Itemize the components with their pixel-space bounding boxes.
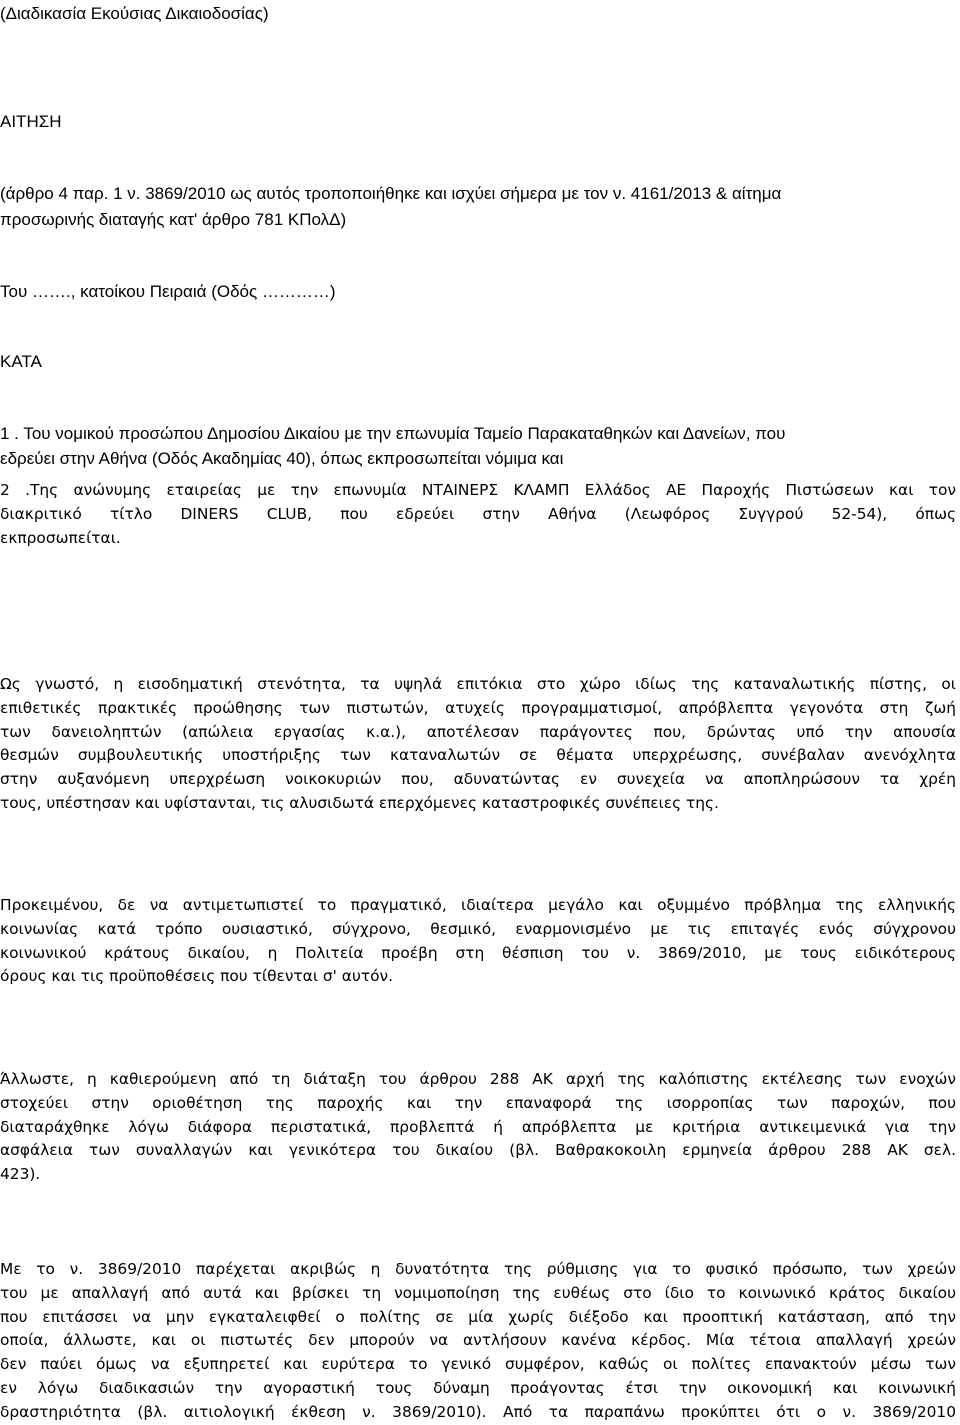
paragraph-line: του με απαλλαγή από αυτά και βρίσκει τη νομιμοποίηση της ευθέως στο ίδιο το κοινωνικό κράτος δικαίου bbox=[0, 1283, 956, 1302]
party-2-line-2: διακριτικό τίτλο DINERS CLUB, που εδρεύει στην Αθήνα (Λεωφόρος Συγγρού 52-54), όπως bbox=[0, 504, 956, 523]
paragraph-line: Ως γνωστό, η εισοδηματική στενότητα, τα υψηλά επιτόκια στο χώρο ιδίως της καταναλωτικής πίστης, οι bbox=[0, 675, 956, 693]
party-1-line-2: εδρεύει στην Αθήνα (Οδός Ακαδημίας 40), όπως εκπροσωπείται νόμιμα και bbox=[0, 449, 564, 468]
paragraph-line: Με το ν. 3869/2010 παρέχεται ακριβώς η δυνατότητα της ρύθμισης για το φυσικό πρόσωπο, των χρεών bbox=[0, 1260, 956, 1278]
paragraph-line: ασφάλεια των συναλλαγών και γενικότερα του δικαίου (βλ. Βαθρακοκοιλη ερμηνεία άρθρου 288 ΑΚ σελ. bbox=[0, 1141, 956, 1160]
document-title: ΑΙΤΗΣΗ bbox=[0, 112, 62, 131]
paragraph-line: στοχεύει στην οριοθέτηση της παροχής και την επαναφορά της ισορροπίας των παροχών, που bbox=[0, 1093, 956, 1112]
paragraph-line: Άλλωστε, η καθιερούμενη από τη διάταξη του άρθρου 288 ΑΚ αρχή της καλόπιστης εκτέλεσης των ενοχών bbox=[0, 1070, 956, 1088]
paragraph-line: 423). bbox=[0, 1165, 41, 1184]
paragraph-1 bbox=[0, 673, 956, 816]
paragraph-line: οποία, άλλωστε, και οι πιστωτές δεν μπορούν να αντλήσουν κανένα κέρδος. Μία τέτοια απαλλαγή χρεών bbox=[0, 1331, 956, 1350]
paragraph-line: όρους και τις προϋποθέσεις που τίθενται σ' αυτόν. bbox=[0, 967, 394, 986]
paragraph-line: κοινωνίας κατά τρόπο ουσιαστικό, σύγχρονο, θεσμικό, εναρμονισμένο με τις επιταγές ενός σύγχρονου bbox=[0, 919, 956, 938]
paragraph-line: κοινωνικού κράτους δικαίου, η Πολιτεία προέβη στη θέσπιση του ν. 3869/2010, με τους ειδικότερους bbox=[0, 943, 956, 962]
party-1-line-1: 1 . Του νομικού προσώπου Δημοσίου Δικαίου με την επωνυμία Ταμείο Παρακαταθηκών και Δανείων, που bbox=[0, 424, 786, 443]
paragraph-line: δραστηριότητα (βλ. αιτιολογική έκθεση ν. 3869/2010). Από τα παραπάνω προκύπτει ότι ο ν. 3869/2010 bbox=[0, 1402, 956, 1421]
paragraph-line: που επιτάσσει να μην εγκαταλειφθεί ο πολίτης σε μία χωρίς διέξοδο και προοπτική κατάσταση, από την bbox=[0, 1307, 956, 1326]
paragraph-line: των δανειοληπτών (απώλεια εργασίας κ.α.), αποτέλεσαν παράγοντες που, δρώντας υπό την απουσία bbox=[0, 722, 956, 741]
paragraph-line: στην αυξανόμενη υπερχρέωση νοικοκυριών που, αδυνατώντας εν συνεχεία να αποπληρώσουν τα χρέη bbox=[0, 770, 956, 789]
procedure-type: (Διαδικασία Εκούσιας Δικαιοδοσίας) bbox=[0, 4, 269, 23]
paragraph-line: επιθετικές πρακτικές προώθησης των πιστωτών, ατυχείς προγραμματισμοί, απρόβλεπτα γεγονότα στη ζωή bbox=[0, 698, 956, 717]
paragraph-line: Προκειμένου, δε να αντιμετωπιστεί το πραγματικό, ιδιαίτερα μεγάλο και οξυμμένο πρόβλημα της ελληνικής bbox=[0, 896, 956, 914]
paragraph-4 bbox=[0, 1258, 956, 1425]
legal-basis-line-1: (άρθρο 4 παρ. 1 ν. 3869/2010 ως αυτός τροποποιήθηκε και ισχύει σήμερα με τον ν. 4161/2013 & αίτημα bbox=[0, 184, 782, 203]
paragraph-line: δεν παύει όμως να εξυπηρετεί και ευρύτερα το γενικό συμφέρον, καθώς οι πολίτες επανακτούν μέσω των bbox=[0, 1355, 956, 1374]
against-heading: ΚΑΤΑ bbox=[0, 352, 42, 371]
paragraph-line: θεσμών συμβουλευτικής υποστήριξης των καταναλωτών σε θέματα υπερχρέωσης, συνέβαλαν ανενόχλητα bbox=[0, 746, 956, 765]
paragraph-2 bbox=[0, 894, 956, 989]
paragraph-line: εν λόγω διαδικασιών την αγοραστική τους δύναμη προάγοντας έτσι την οικονομική και κοινωνική bbox=[0, 1378, 956, 1397]
paragraph-3 bbox=[0, 1068, 956, 1187]
legal-basis-line-2: προσωρινής διαταγής κατ' άρθρο 781 ΚΠολΔ) bbox=[0, 210, 347, 229]
party-2-line-3: εκπροσωπείται. bbox=[0, 528, 121, 547]
party-2-line-1: 2 .Της ανώνυμης εταιρείας με την επωνυμία ΝΤΑΙΝΕΡΣ ΚΛΑΜΠ Ελλάδος ΑΕ Παροχής Πιστώσεων και τον bbox=[0, 481, 956, 499]
paragraph-line: τους, υπέστησαν και υφίστανται, τις αλυσιδωτά επερχόμενες καταστροφικές συνέπειες της. bbox=[0, 793, 719, 812]
paragraph-line: διαταράχθηκε λόγω διάφορα περιστατικά, προβλεπτά ή απρόβλεπτα με κριτήρια αντικειμενικά για την bbox=[0, 1117, 956, 1136]
applicant-line: Του ……., κατοίκου Πειραιά (Οδός …………) bbox=[0, 282, 336, 301]
party-2 bbox=[0, 479, 956, 550]
